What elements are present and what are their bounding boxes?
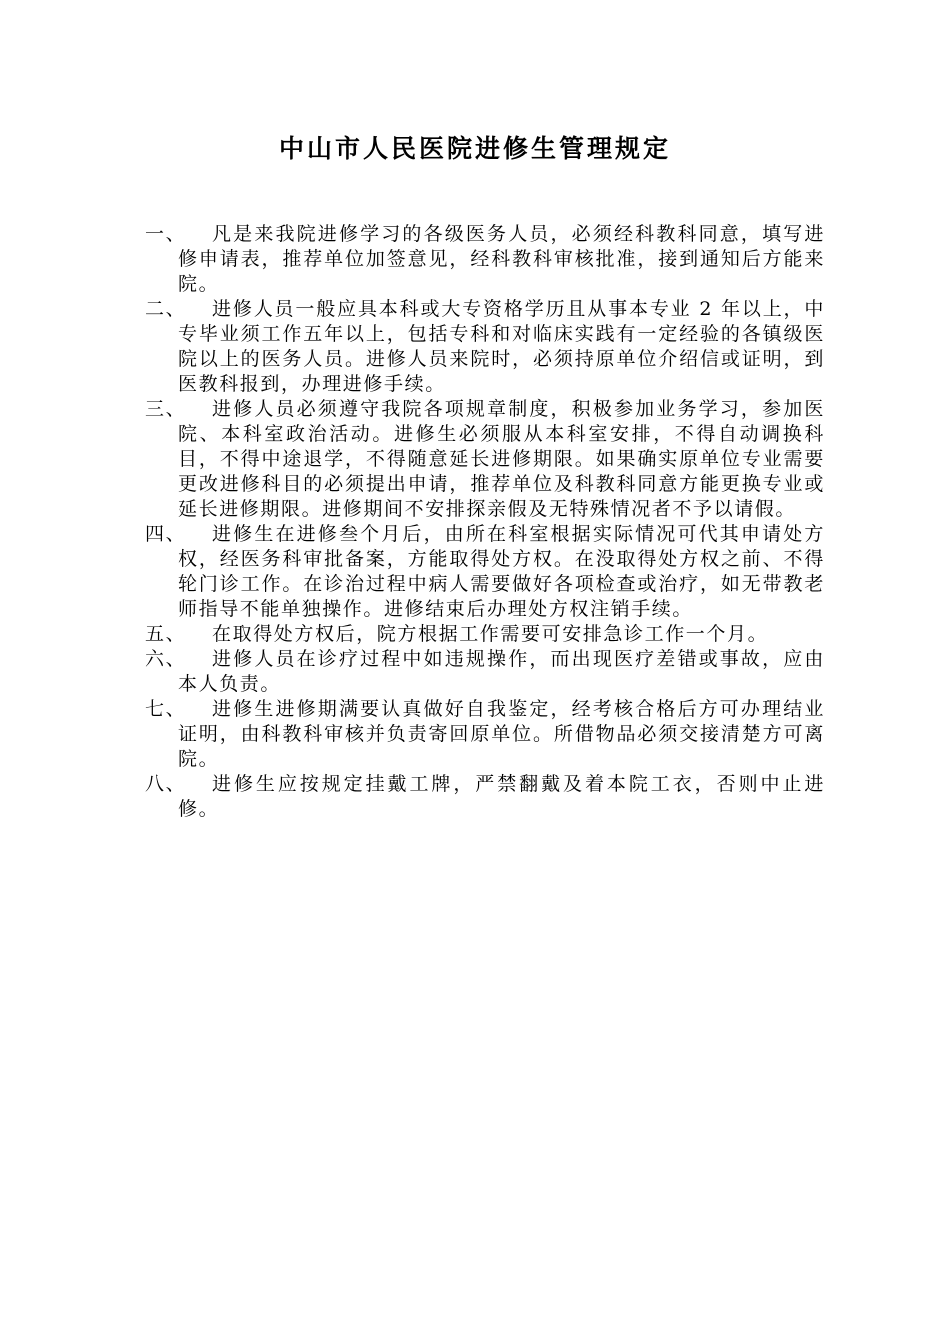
rule-item	[145, 222, 825, 297]
rule-number: 七、	[145, 698, 187, 720]
rule-text: 进修人员一般应具本科或大专资格学历且从事本专业 2 年以上，中专毕业须工作五年以上，包括专科和对临床实践有一定经验的各镇级医院以上的医务人员。进修人员来院时，必须持原单位介绍信或证明，到医教科报到，办理进修手续。	[178, 298, 825, 395]
rule-item	[145, 772, 825, 822]
rule-number: 四、	[145, 523, 187, 545]
rule-item	[145, 397, 825, 522]
rule-text: 进修生进修期满要认真做好自我鉴定，经考核合格后方可办理结业证明，由科教科审核并负责寄回原单位。所借物品必须交接清楚方可离院。	[178, 698, 825, 770]
rule-text: 进修人员必须遵守我院各项规章制度，积极参加业务学习，参加医院、本科室政治活动。进修生必须服从本科室安排，不得自动调换科目，不得中途退学，不得随意延长进修期限。如果确实原单位专业需要更改进修科目的必须提出申请，推荐单位及科教科同意方能更换专业或延长进修期限。进修期间不安排探亲假及无特殊情况者不予以请假。	[178, 398, 825, 520]
rules-list	[145, 222, 825, 822]
rule-text: 进修生在进修叁个月后，由所在科室根据实际情况可代其申请处方权，经医务科审批备案，方能取得处方权。在没取得处方权之前、不得轮门诊工作。在诊治过程中病人需要做好各项检查或治疗，如无带教老师指导不能单独操作。进修结束后办理处方权注销手续。	[178, 523, 825, 620]
rule-text: 进修生应按规定挂戴工牌，严禁翻戴及着本院工衣，否则中止进修。	[178, 773, 825, 820]
rule-item	[145, 622, 825, 647]
rule-number: 六、	[145, 648, 187, 670]
rule-item	[145, 522, 825, 622]
rule-item	[145, 697, 825, 772]
rule-number: 五、	[145, 623, 187, 645]
rule-item	[145, 297, 825, 397]
rule-number: 二、	[145, 298, 187, 320]
rule-text: 进修人员在诊疗过程中如违规操作，而出现医疗差错或事故，应由本人负责。	[178, 648, 825, 695]
rule-number: 八、	[145, 773, 187, 795]
rule-number: 一、	[145, 223, 187, 245]
rule-text: 在取得处方权后，院方根据工作需要可安排急诊工作一个月。	[212, 623, 769, 645]
rule-text: 凡是来我院进修学习的各级医务人员，必须经科教科同意，填写进修申请表，推荐单位加签意见，经科教科审核批准，接到通知后方能来院。	[178, 223, 825, 295]
rule-number: 三、	[145, 398, 187, 420]
document-title: 中山市人民医院进修生管理规定	[278, 134, 671, 163]
rule-item	[145, 647, 825, 697]
